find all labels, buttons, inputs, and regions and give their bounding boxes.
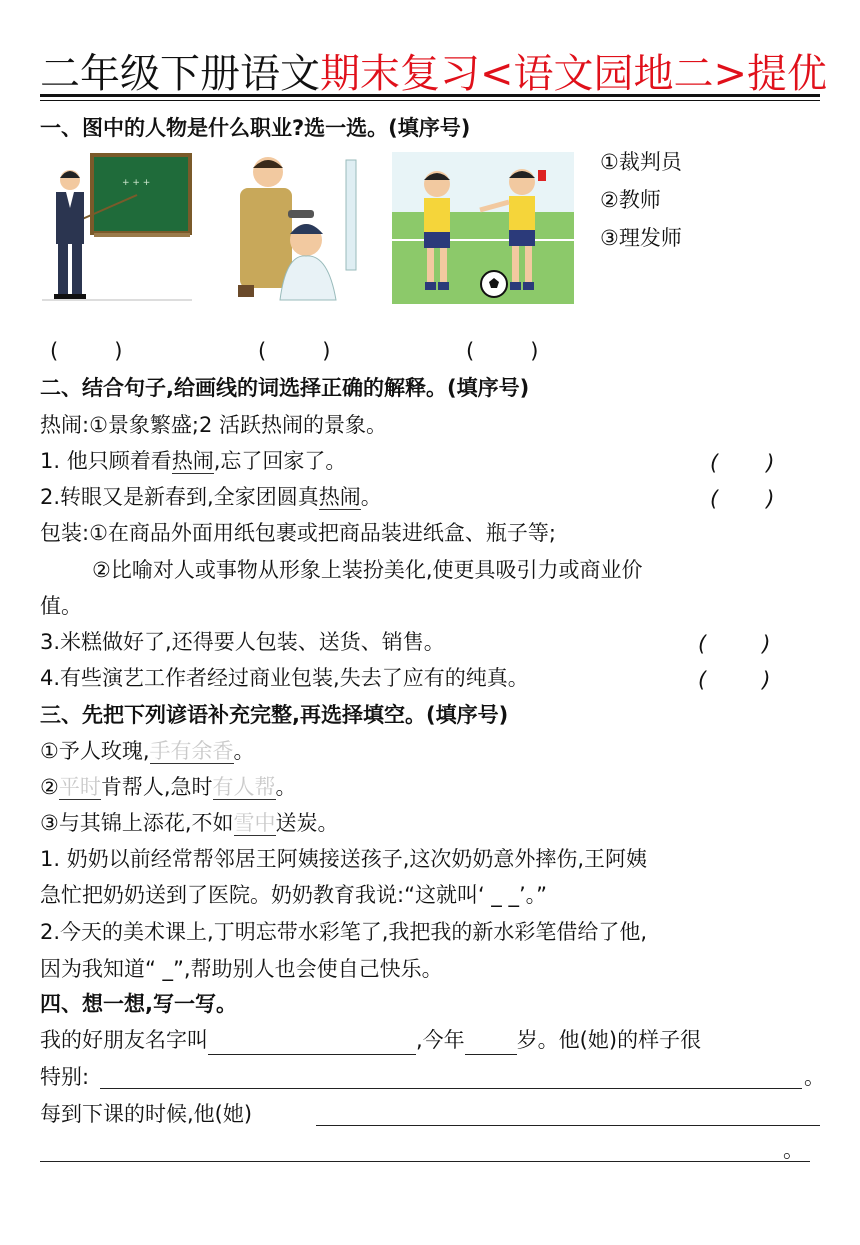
barber-picture xyxy=(228,150,363,305)
write-line-2-label: 特别: xyxy=(40,1065,90,1089)
answer-blank-2-1[interactable]: ( ) xyxy=(710,451,775,475)
question-3-1a: 1. 奶奶以前经常帮邻居王阿姨接送孩子,这次奶奶意外摔伤,王阿姨 xyxy=(40,847,648,871)
definition-renao: 热闹:①景象繁盛;2 活跃热闹的景象。 xyxy=(40,413,388,437)
proverb-3-blank[interactable]: 雪中 xyxy=(233,811,276,835)
proverb-1-blank[interactable]: 手有余香 xyxy=(149,739,234,763)
answer-blank-2-2[interactable]: ( ) xyxy=(710,487,775,511)
recess-field-1[interactable] xyxy=(316,1125,820,1126)
definition-baozhuang-1: 包装:①在商品外面用纸包裹或把商品装进纸盒、瓶子等; xyxy=(40,521,556,545)
proverb-1: ①予人玫瑰,手有余香。 xyxy=(40,739,255,763)
question-3-1b: 急忙把奶奶送到了医院。奶奶教育我说:“这就叫‘ _ _’。” xyxy=(40,883,548,907)
section2-heading: 二、结合句子,给画线的词选择正确的解释。(填序号) xyxy=(40,376,530,400)
option-referee: ①裁判员 xyxy=(600,150,682,174)
proverb-2-blank-1[interactable]: 平时 xyxy=(58,775,101,799)
question-2-1: 1. 他只顾着看热闹,忘了回家了。 xyxy=(40,449,347,473)
friend-age-field[interactable] xyxy=(465,1030,517,1055)
answer-blank-3[interactable]: ( ) xyxy=(466,339,539,363)
write-line-3-label: 每到下课的时候,他(她) xyxy=(40,1102,253,1126)
write-line-2-end: 。 xyxy=(804,1065,825,1089)
section3-heading: 三、先把下列谚语补充完整,再选择填空。(填序号) xyxy=(40,703,509,727)
definition-baozhuang-3: 值。 xyxy=(40,594,82,618)
option-barber: ③理发师 xyxy=(600,226,682,250)
referee-picture xyxy=(392,152,574,304)
title-rule-thin xyxy=(40,100,820,101)
question-2-3: 3.米糕做好了,还得要人包装、送货、销售。 xyxy=(40,630,445,654)
proverb-2: ②平时肯帮人,急时有人帮。 xyxy=(40,775,297,799)
teacher-picture xyxy=(42,150,192,305)
title-rule-thick xyxy=(40,94,820,97)
write-line-4-end: 。 xyxy=(783,1138,804,1162)
option-teacher: ②教师 xyxy=(600,188,661,212)
proverb-3: ③与其锦上添花,不如雪中送炭。 xyxy=(40,811,339,835)
answer-blank-2-3[interactable]: ( ) xyxy=(698,632,771,656)
section1-heading: 一、图中的人物是什么职业?选一选。(填序号) xyxy=(40,116,471,140)
answer-blank-2-4[interactable]: ( ) xyxy=(698,668,771,692)
definition-baozhuang-2: ②比喻对人或事物从形象上装扮美化,使更具吸引力或商业价 xyxy=(92,558,643,582)
appearance-field[interactable] xyxy=(100,1088,802,1089)
recess-field-2[interactable] xyxy=(40,1161,810,1162)
question-2-2: 2.转眼又是新春到,全家团圆真热闹。 xyxy=(40,485,382,509)
question-3-2b: 因为我知道“ _”,帮助别人也会使自己快乐。 xyxy=(40,957,443,981)
question-3-2a: 2.今天的美术课上,丁明忘带水彩笔了,我把我的新水彩笔借给了他, xyxy=(40,920,648,944)
friend-name-field[interactable] xyxy=(208,1030,416,1055)
write-line-1: 我的好朋友名字叫 ,今年 岁。他(她)的样子很 xyxy=(40,1025,701,1055)
title-topic: 期末复习<语文园地二>提优 xyxy=(320,51,828,97)
answer-blank-2[interactable]: ( ) xyxy=(258,339,331,363)
svg-text:+ + +: + + + xyxy=(122,178,151,188)
question-2-4: 4.有些演艺工作者经过商业包装,失去了应有的纯真。 xyxy=(40,666,529,690)
answer-blank-1[interactable]: ( ) xyxy=(50,339,123,363)
title-grade: 二年级下册语文 xyxy=(40,51,320,97)
section4-heading: 四、想一想,写一写。 xyxy=(40,992,237,1016)
proverb-2-blank-2[interactable]: 有人帮 xyxy=(212,775,276,799)
